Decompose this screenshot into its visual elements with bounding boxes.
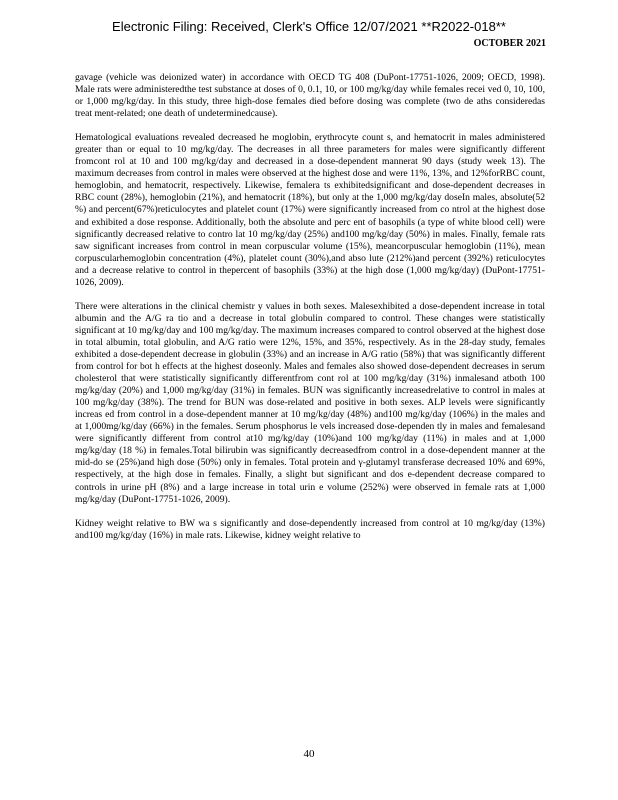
paragraph-clinical-chemistry: There were alterations in the clinical chemistr y values in both sexes. Malesexhibited a dose-dependent increase in total albumin and the A/G ra tio and a decrease in total globulin compared to control. These changes were statistically significant at 10 mg/kg/day and 100 mg/kg/day. The maximum increases compared to control observed at the highest dose in total albumin, total globulin, and A/G ratio were 12%, 15%, and 35%, respectively. As in the 28-day study, females exhibited a dose-dependent decrease in globulin (33%) and an increase in A/G ratio (58%) that was significantly different from control for bot h effects at the highest doseonly. Males and females also showed dose-dependent decreases in serum cholesterol that were statistically significantly differentfrom cont rol at 100 mg/kg/day (31%) inmalesand atboth 100 mg/kg/day (20%) and 1,000 mg/kg/day (31%) in females. BUN was significantly increasedrelative to control in males at 100 mg/kg/day (38%). The trend for BUN was dose-related and positive in both sexes. ALP levels were significantly increas ed from control in a dose-dependent manner at 10 mg/kg/day (48%) and100 mg/kg/day (106%) in the males and at 1,000mg/kg/day (66%) in the females. Serum phosphorus le vels increased dose-dependen tly in males and femalesand were significantly different from control at10 mg/kg/day (10%)and 100 mg/kg/day (11%) in males and at 1,000 mg/kg/day (18 %) in females.Total bilirubin was significantly decreasedfrom control in a dose-dependent manner at the mid-do se (25%)and high dose (50%) only in females. Total protein and γ-glutamyl transferase decreased 10% and 69%, respectively, at the high dose in females. Finally, a slight but significant and dos e-dependent decrease compared to controls in urine pH (8%) and a large increase in total urin e volume (252%) were observed in female rats at 1,000 mg/kg/day (DuPont-17751-1026, 2009). xyxy=(75,300,545,505)
filing-stamp: Electronic Filing: Received, Clerk's Office 12/07/2021 **R2022-018** xyxy=(112,19,506,34)
paragraph-hematology: Hematological evaluations revealed decreased he moglobin, erythrocyte count s, and hematocrit in males administered greater than or equal to 10 mg/kg/day. The decreases in all three parameters for males were significantly different fromcont rol at 10 and 100 mg/kg/day and decreased in a dose-dependent mannerat 90 days (study week 13). The maximum decreases from control in males were observed at the highest dose and were 11%, 13%, and 12%forRBC count, hemoglobin, and hematocrit, respectively. Likewise, femalera ts exhibitedsignificant and dose-dependent decreases in RBC count (28%), hemoglobin (21%), and hematocrit (18%), but only at the 1,000 mg/kg/day doseIn males, absolute(52 %) and percent(67%)reticulocytes and platelet count (17%) were significantly increased from co ntrol at the highest dose and exhibited a dose response. Additionally, both the absolute and perc ent of basophils (a type of white blood cell) were significantly decreased relative to contro lat 10 mg/kg/day (25%) and100 mg/kg/day (50%) in males. Finally, female rats saw significant increases from control in mean corpuscular volume (15%), meancorpuscular hemoglobin (11%), mean corpuscularhemoglobin concentration (4%), platelet count (30%),and abso lute (212%)and percent (392%) reticulocytes and a decrease relative to control in thepercent of basophils (33%) at the high dose (1,000 mg/kg/day) (DuPont-17751-1026, 2009). xyxy=(75,132,545,288)
document-date: OCTOBER 2021 xyxy=(473,38,546,49)
paragraph-gavage-study: gavage (vehicle was deionized water) in accordance with OECD TG 408 (DuPont-17751-1026, 2009; OECD, 1998). Male rats were administeredthe test substance at doses of 0, 0.1, 10, or 100 mg/kg/day while females recei ved 0, 10, 100, or 1,000 mg/kg/day. In this study, three high-dose females died before dosing was complete (two de aths consideredas treat ment-related; one death of undeterminedcause). xyxy=(75,72,545,120)
page-number: 40 xyxy=(303,748,315,760)
paragraph-kidney-weight: Kidney weight relative to BW wa s significantly and dose-dependently increased from control at 10 mg/kg/day (13%) and100 mg/kg/day (16%) in male rats. Likewise, kidney weight relative to xyxy=(75,517,545,541)
document-body xyxy=(75,72,545,554)
